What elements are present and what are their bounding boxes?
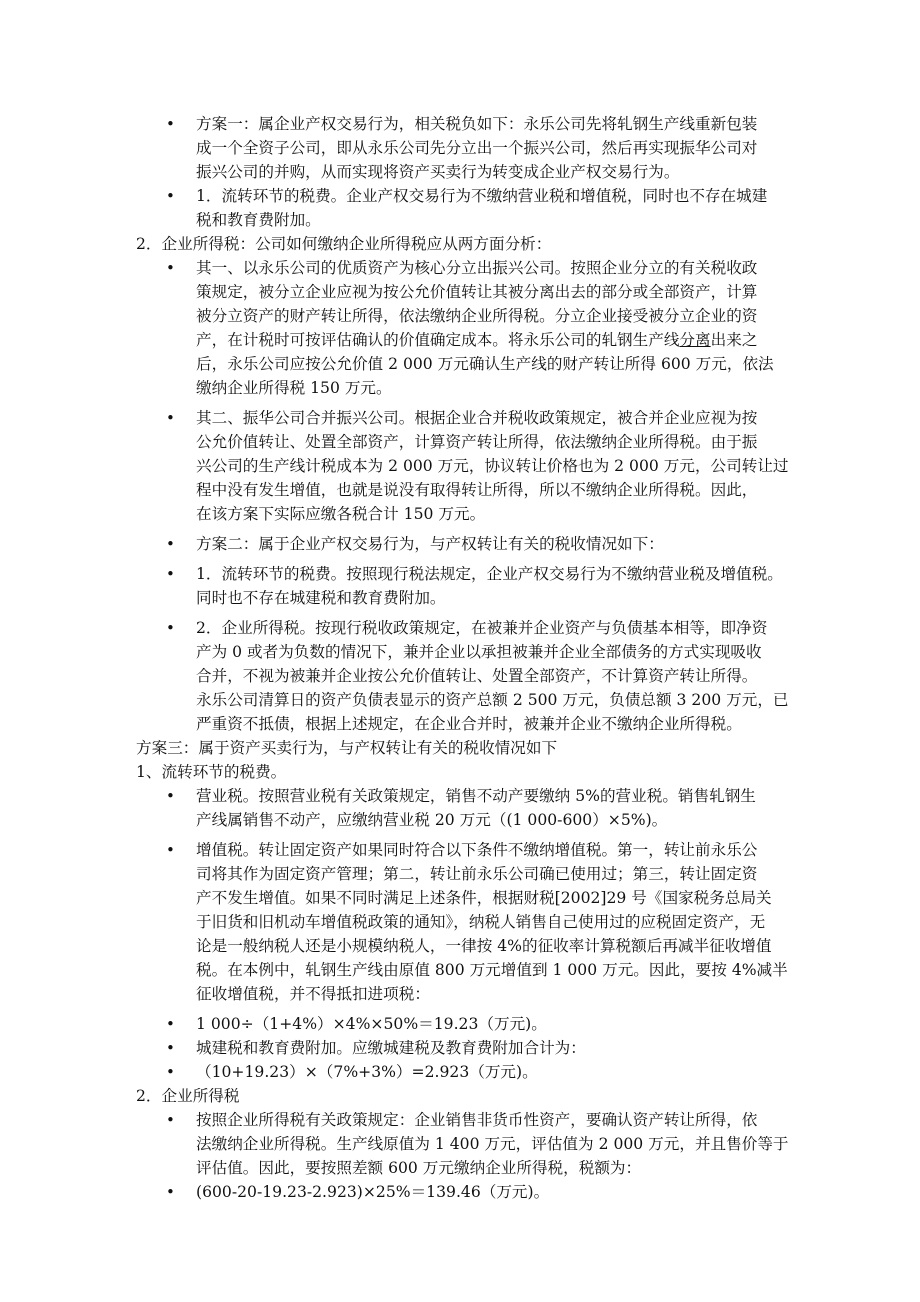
text-line: 兴公司的生产线计税成本为 2 000 万元，协议转让价格也为 2 000 万元，公司转让过	[196, 457, 789, 475]
text-line: 2．企业所得税。按现行税收政策规定，在被兼并企业资产与负债基本相等，即净资	[196, 619, 768, 637]
text-line: 成一个全资子公司，即从永乐公司先分立出一个振兴公司，然后再实现振华公司对	[196, 139, 758, 157]
bullet-icon: •	[166, 1015, 175, 1033]
underlined-word: 分离	[679, 331, 711, 349]
text-line: 征收增值税，并不得抵扣进项税：	[196, 985, 430, 1003]
text-line: 产不发生增值。如果不同时满足上述条件，根据财税[2002]29 号《国家税务总局关	[196, 889, 772, 907]
text-line: 策规定，被分立企业应视为按公允价值转让其被分离出去的部分或全部资产，计算	[196, 283, 758, 301]
text-line: 方案一：属企业产权交易行为，相关税负如下：永乐公司先将轧钢生产线重新包装	[196, 115, 758, 133]
paragraph: 1、流转环节的税费。	[136, 763, 287, 781]
bullet-icon: •	[166, 619, 175, 637]
text-line: 被分立资产的财产转让所得，依法缴纳企业所得税。分立企业接受被分立企业的资	[196, 307, 758, 325]
text-line: 缴纳企业所得税 150 万元。	[196, 379, 392, 397]
text-line: 评估值。因此，要按照差额 600 万元缴纳企业所得税，税额为：	[196, 1159, 642, 1177]
bullet-icon: •	[166, 1111, 175, 1129]
text-line: 司将其作为固定资产管理；第二，转让前永乐公司确已使用过；第三，转让固定资	[196, 865, 758, 883]
text-line: 在该方案下实际应缴各税合计 150 万元。	[196, 505, 486, 523]
section-heading: 2．企业所得税	[136, 1087, 240, 1105]
text-line: 1．流转环节的税费。按照现行税法规定，企业产权交易行为不缴纳营业税及增值税。	[196, 565, 783, 583]
bullet-icon: •	[166, 565, 175, 583]
bullet-icon: •	[166, 535, 175, 553]
bullet-icon: •	[166, 787, 175, 805]
text-line: 1．流转环节的税费。企业产权交易行为不缴纳营业税和增值税，同时也不存在城建	[196, 187, 768, 205]
text-line: (600-20-19.23-2.923)×25%＝139.46（万元)。	[196, 1183, 550, 1201]
text-line: 1 000÷（1+4%）×4%×50%＝19.23（万元)。	[196, 1015, 547, 1033]
text-line: 方案二：属于企业产权交易行为，与产权转让有关的税收情况如下：	[196, 535, 664, 553]
text-line: 同时也不存在城建税和教育费附加。	[196, 589, 446, 607]
text-line: 税和教育费附加。	[196, 211, 321, 229]
text-line	[196, 329, 757, 351]
text-line: 产线属销售不动产，应缴纳营业税 20 万元（(1 000-600）×5%)。	[196, 811, 668, 829]
text-line: 永乐公司清算日的资产负债表显示的资产总额 2 500 万元，负债总额 3 200 万元，已	[196, 691, 789, 709]
paragraph: 方案三：属于资产买卖行为，与产权转让有关的税收情况如下	[136, 739, 558, 757]
text-line: 论是一般纳税人还是小规模纳税人，一律按 4%的征收率计算税额后再减半征收增值	[196, 937, 772, 955]
text-line: 公允价值转让、处置全部资产，计算资产转让所得，依法缴纳企业所得税。由于振	[196, 433, 758, 451]
text-line: 其一、以永乐公司的优质资产为核心分立出振兴公司。按照企业分立的有关税收政	[196, 259, 758, 277]
text-line: 合并，不视为被兼并企业按公允价值转让、处置全部资产，不计算资产转让所得。	[196, 667, 758, 685]
text-line: 后，永乐公司应按公允价值 2 000 万元确认生产线的财产转让所得 600 万元，依法	[196, 355, 774, 373]
text-line: 于旧货和旧机动车增值税政策的通知》，纳税人销售自己使用过的应税固定资产，无	[196, 913, 766, 931]
bullet-icon: •	[166, 1039, 175, 1057]
bullet-icon: •	[166, 1183, 175, 1201]
text-line: 程中没有发生增值，也就是说没有取得转让所得，所以不缴纳企业所得税。因此，	[196, 481, 758, 499]
section-heading: 2．企业所得税：公司如何缴纳企业所得税应从两方面分析：	[136, 235, 552, 253]
bullet-icon: •	[166, 841, 175, 859]
text-line: 城建税和教育费附加。应缴城建税及教育费附加合计为：	[196, 1039, 586, 1057]
text-line: 营业税。按照营业税有关政策规定，销售不动产要缴纳 5%的营业税。销售轧钢生	[196, 787, 756, 805]
text-line: 严重资不抵债，根据上述规定，在企业合并时，被兼并企业不缴纳企业所得税。	[196, 715, 742, 733]
text-line: 按照企业所得税有关政策规定：企业销售非货币性资产，要确认资产转让所得，依	[196, 1111, 758, 1129]
text-line: 税。在本例中，轧钢生产线由原值 800 万元增值到 1 000 万元。因此，要按 4%减半	[196, 961, 788, 979]
text-line: 法缴纳企业所得税。生产线原值为 1 400 万元，评估值为 2 000 万元，并且售价等于	[196, 1135, 789, 1153]
bullet-icon: •	[166, 1063, 175, 1081]
bullet-icon: •	[166, 259, 175, 277]
bullet-icon: •	[166, 187, 175, 205]
text-segment: 产，在计税时可按评估确认的价值确定成本。将永乐公司的轧钢生产线	[196, 331, 680, 349]
text-line: 振兴公司的并购，从而实现将资产买卖行为转变成企业产权交易行为。	[196, 163, 680, 181]
text-line: 增值税。转让固定资产如果同时符合以下条件不缴纳增值税。第一，转让前永乐公	[196, 841, 758, 859]
text-line: 产为 0 或者为负数的情况下，兼并企业以承担被兼并企业全部债务的方式实现吸收	[196, 643, 762, 661]
bullet-icon: •	[166, 115, 175, 133]
bullet-icon: •	[166, 409, 175, 427]
text-line: 其二、振华公司合并振兴公司。根据企业合并税收政策规定，被合并企业应视为按	[196, 409, 758, 427]
text-line: （10+19.23）×（7%+3%）=2.923（万元)。	[196, 1063, 538, 1081]
text-segment: 出来之	[710, 331, 758, 349]
